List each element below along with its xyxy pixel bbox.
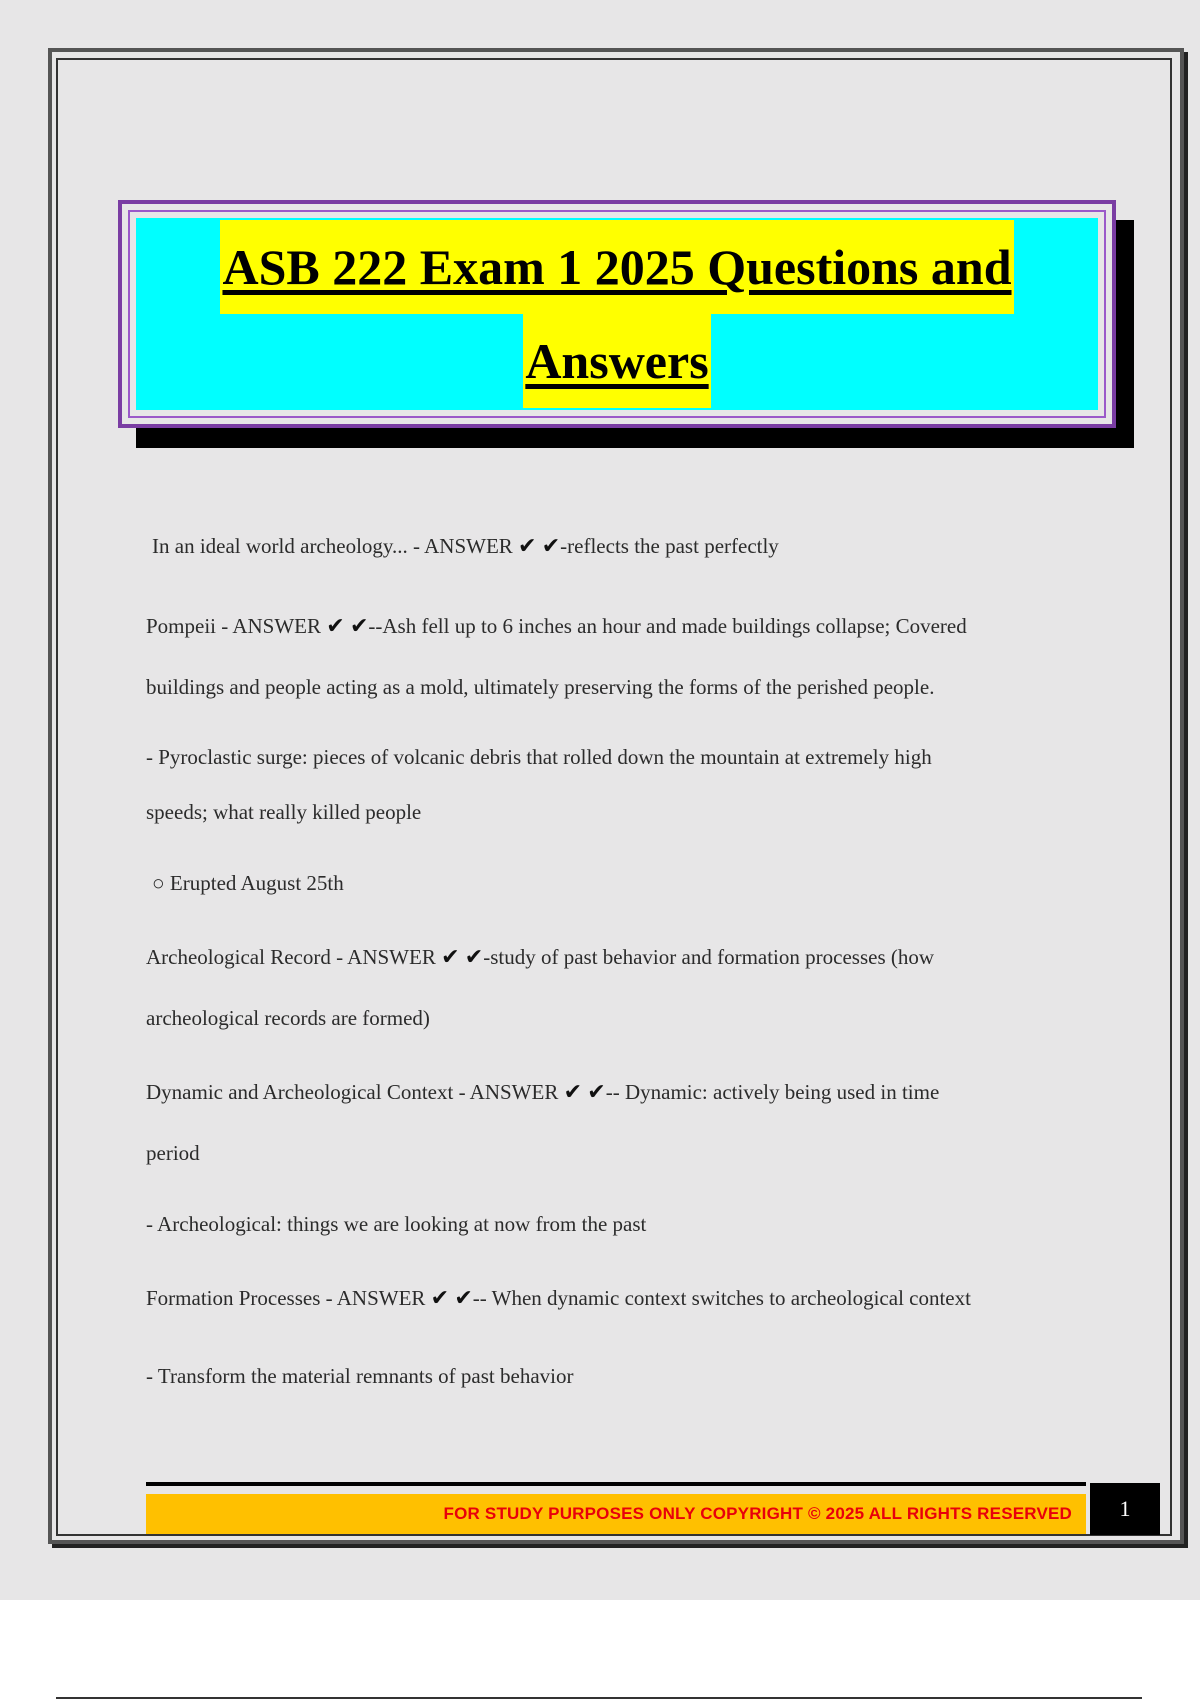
question-text: In an ideal world archeology... - ANSWER <box>152 534 513 558</box>
question-text: Archeological Record - ANSWER <box>146 945 436 969</box>
page-number-box <box>1090 1483 1160 1535</box>
text-line: ○ Erupted August 25th <box>152 871 344 895</box>
text-line: period <box>146 1141 200 1165</box>
title-panel <box>136 218 1098 410</box>
title-line-1: ASB 222 Exam 1 2025 Questions and <box>220 220 1013 314</box>
footer-bar <box>146 1494 1086 1534</box>
check-icon: ✔ <box>441 945 460 970</box>
answer-text: -reflects the past perfectly <box>560 534 779 558</box>
question-text: Dynamic and Archeological Context - ANSWER <box>146 1080 559 1104</box>
check-icon: ✔ <box>349 614 369 639</box>
title-line-2: Answers <box>523 314 710 408</box>
text-line: archeological records are formed) <box>146 1006 430 1030</box>
page-number: 1 <box>1119 1496 1131 1521</box>
copyright-notice: FOR STUDY PURPOSES ONLY COPYRIGHT © 2025 ALL RIGHTS RESERVED <box>443 1504 1072 1523</box>
text-line: - Archeological: things we are looking at now from the past <box>146 1212 647 1236</box>
check-icon: ✔ <box>454 1286 473 1311</box>
check-icon: ✔ <box>563 1080 583 1105</box>
qa-line <box>146 596 1086 657</box>
check-icon: ✔ <box>326 614 345 639</box>
question-text: Formation Processes - ANSWER <box>146 1286 426 1310</box>
qa-line <box>152 516 1092 577</box>
qa-line <box>146 1268 1086 1329</box>
text-line: - Transform the material remnants of past behavior <box>146 1364 574 1388</box>
answer-text: -study of past behavior and formation processes (how <box>483 945 935 969</box>
next-page-top-rule <box>56 1697 1142 1699</box>
question-text: Pompeii - ANSWER <box>146 614 322 638</box>
answer-text: -- Dynamic: actively being used in time <box>605 1080 940 1104</box>
title-box <box>118 200 1116 428</box>
qa-line <box>146 1062 1086 1123</box>
check-icon: ✔ <box>430 1286 450 1311</box>
text-line: buildings and people acting as a mold, ultimately preserving the forms of the perished people. <box>146 675 935 699</box>
footer-rule <box>146 1482 1086 1486</box>
check-icon: ✔ <box>541 534 561 559</box>
check-icon: ✔ <box>464 945 484 970</box>
text-line: - Pyroclastic surge: pieces of volcanic debris that rolled down the mountain at extremely high <box>146 745 932 769</box>
answer-text: -- When dynamic context switches to archeological context <box>472 1286 971 1310</box>
qa-line <box>146 927 1086 988</box>
check-icon: ✔ <box>587 1080 606 1105</box>
answer-text: --Ash fell up to 6 inches an hour and made buildings collapse; Covered <box>368 614 967 638</box>
text-line: speeds; what really killed people <box>146 800 422 824</box>
check-icon: ✔ <box>518 534 537 559</box>
